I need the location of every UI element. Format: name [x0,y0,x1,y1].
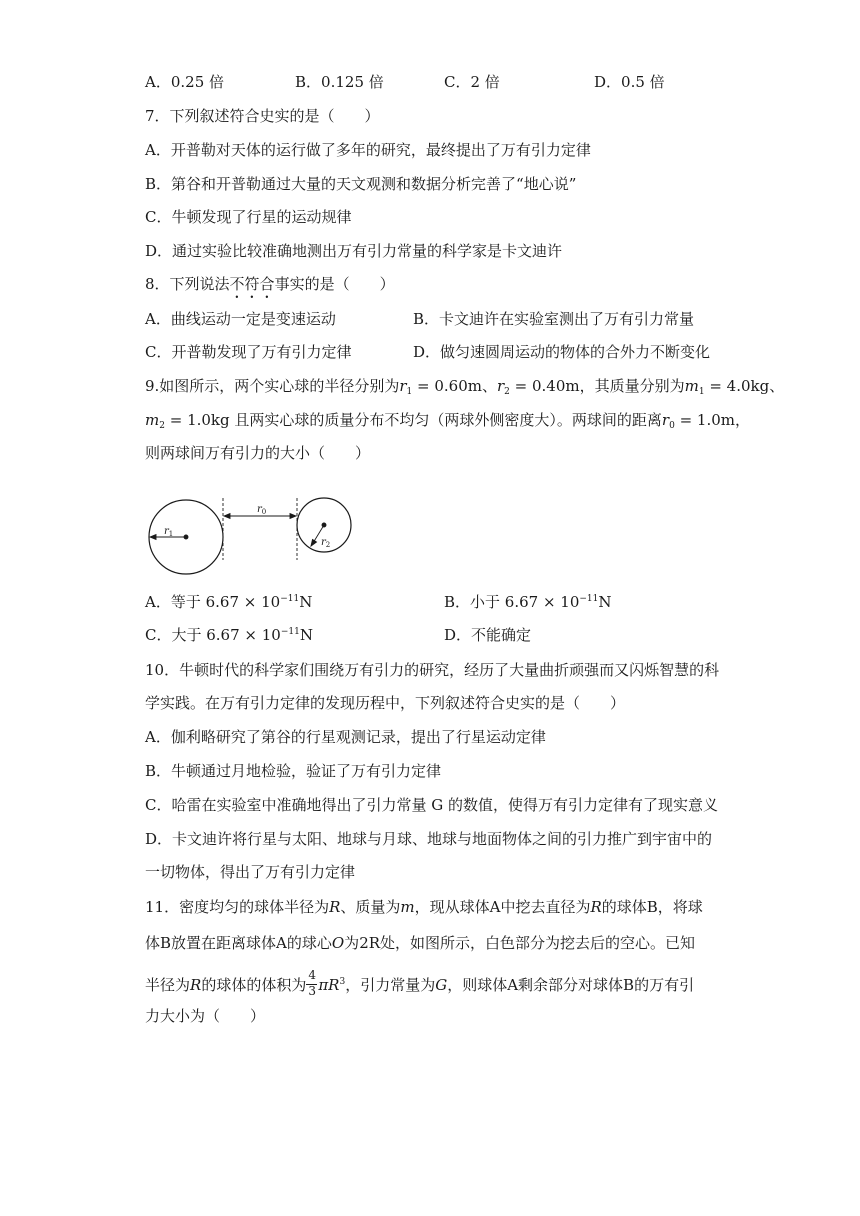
q10-stem-line1: 10．牛顿时代的科学家们围绕万有引力的研究，经历了大量曲折顽强而又闪烁智慧的科 [145,661,720,679]
q9-stem-line1: 9.如图所示，两个实心球的半径分别为$r_1 = 0.60m$、$r_2 = 0.40m$，其质量分别为$m_1 = 4.0kg$、 [145,377,785,397]
q9-option-a: A．等于 $6.67 \times 10^{-11}N$ [145,593,313,611]
q9-stem-line3: 则两球间万有引力的大小（ ） [145,444,371,462]
q6-option-d: D．0.5 倍 [594,73,665,91]
q9-option-b: B．小于 $6.67 \times 10^{-11}N$ [444,593,612,611]
q10-option-b: B．牛顿通过月地检验，验证了万有引力定律 [145,762,442,780]
q11-line1: 11．密度均匀的球体半径为R、质量为m，现从球体A中挖去直径为R的球体B，将球 [145,898,703,916]
q8-option-a: A．曲线运动一定是变速运动 [145,310,336,328]
q7-option-b: B．第谷和开普勒通过大量的天文观测和数据分析完善了“地心说” [145,175,577,193]
q6-option-a: A．0.25 倍 [145,73,225,91]
q10-option-a: A．伽利略研究了第谷的行星观测记录，提出了行星运动定律 [145,728,546,746]
q6-option-c: C．2 倍 [444,73,500,91]
q7-option-d: D．通过实验比较准确地测出万有引力常量的科学家是卡文迪许 [145,242,563,260]
q11-line2: 体B放置在距离球体A的球心O为2R处，如图所示，白色部分为挖去后的空心。已知 [145,934,696,952]
q7-option-a: A．开普勒对天体的运行做了多年的研究，最终提出了万有引力定律 [145,141,591,159]
q9-stem-line2: $m_2 = 1.0kg$ 且两实心球的质量分布不均匀（两球外侧密度大）。两球间的距离$r_0 = 1.0m$， [145,411,750,431]
q8-option-b: B．卡文迪许在实验室测出了万有引力常量 [413,310,695,328]
q8-option-c: C．开普勒发现了万有引力定律 [145,343,352,361]
q8-option-d: D．做匀速圆周运动的物体的合外力不断变化 [413,343,711,361]
q10-option-d-cont: 一切物体，得出了万有引力定律 [145,863,356,881]
q7-stem: 7．下列叙述符合史实的是（ ） [145,107,380,125]
q11-line3: 半径为R的球体的体积为 $\frac{4}{3}$ $\pi R^3$，引力常量为G，则球体A剩余部分对球体B的万有引 [145,968,695,998]
q10-option-d: D．卡文迪许将行星与太阳、地球与月球、地球与地面物体之间的引力推广到宇宙中的 [145,830,713,848]
q8-stem: 8．下列说法不符合事实的是（ ） [145,275,395,293]
q9-option-d: D．不能确定 [444,626,532,644]
q7-option-c: C．牛顿发现了行星的运动规律 [145,208,352,226]
q10-option-c: C．哈雷在实验室中准确地得出了引力常量 G 的数值，使得万有引力定律有了现实意义 [145,796,718,814]
q8-emphasis: 不符合 [229,275,275,293]
fraction-four-thirds: $\frac{4}{3}$ [308,968,316,998]
q10-stem-line2: 学实践。在万有引力定律的发现历程中，下列叙述符合史实的是（ ） [145,694,626,712]
fig-label-r0: $r_0$ [257,504,267,516]
fig-label-r1: $r_1$ [164,526,174,538]
fig-label-r2: $r_2$ [321,537,331,549]
q9-option-c: C．大于 $6.67 \times 10^{-11}N$ [145,626,313,644]
q11-line4: 力大小为（ ） [145,1007,266,1025]
q9-figure [140,490,360,585]
q6-option-b: B．0.125 倍 [295,73,384,91]
